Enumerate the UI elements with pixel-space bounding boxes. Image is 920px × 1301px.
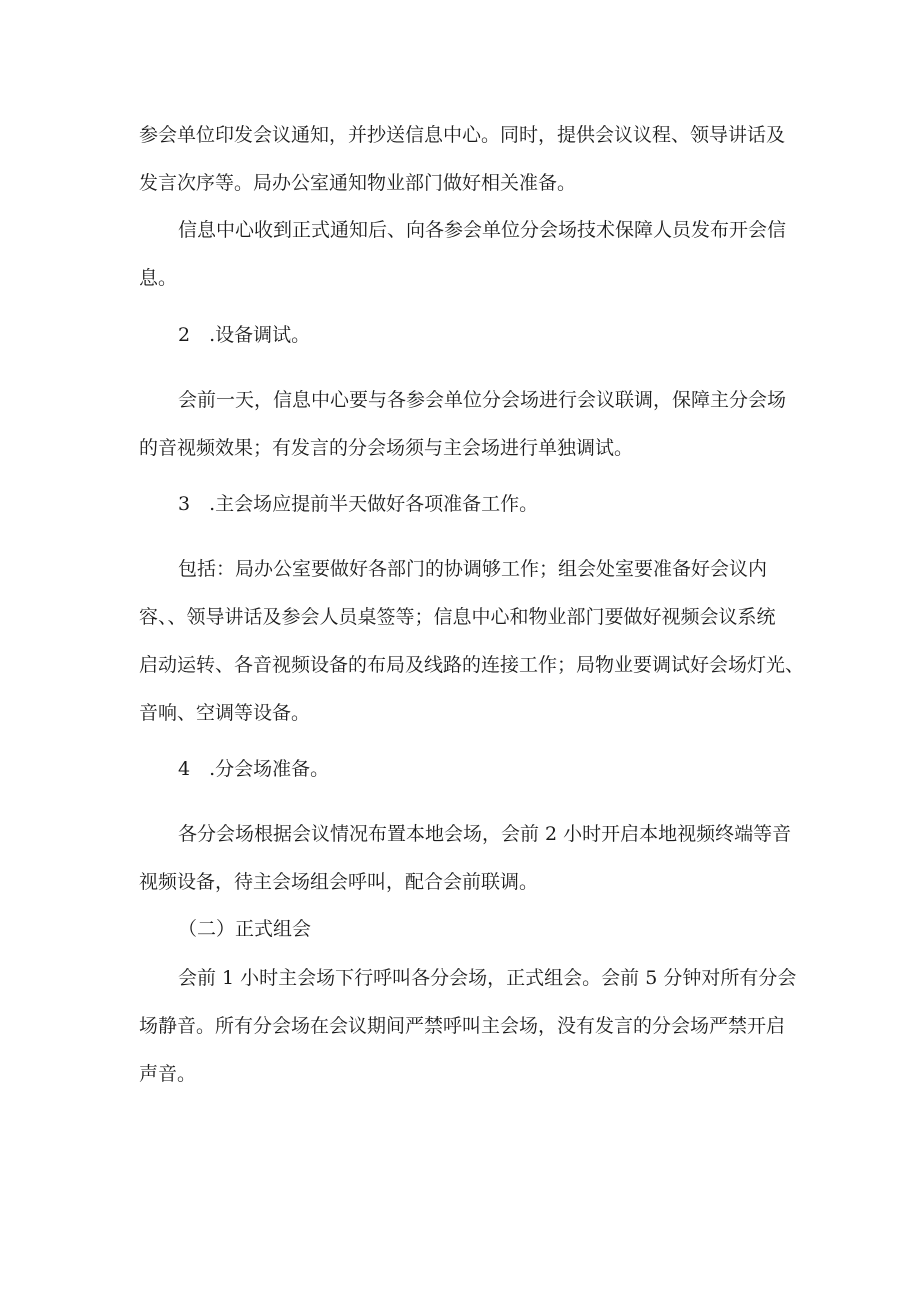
section-heading: 2 .设备调试。: [178, 324, 311, 346]
text-line: 视频设备，待主会场组会呼叫，配合会前联调。: [139, 871, 539, 893]
text-line: 息。: [139, 267, 178, 289]
text-line: 容、、领导讲话及参会人员桌签等；信息中心和物业部门要做好视频会议系统: [139, 606, 776, 628]
text-line: 声音。: [139, 1063, 197, 1085]
subsection-heading: （二）正式组会: [178, 918, 312, 940]
section-heading: 4 .分会场准备。: [178, 758, 330, 780]
text-line: 信息中心收到正式通知后、向各参会单位分会场技术保障人员发布开会信: [178, 219, 787, 241]
text-line: 参会单位印发会议通知，并抄送信息中心。同时，提供会议议程、领导讲话及: [139, 124, 786, 146]
text-line: 会前一天，信息中心要与各参会单位分会场进行会议联调，保障主分会场: [178, 389, 787, 411]
text-line: 的音视频效果；有发言的分会场须与主会场进行单独调试。: [139, 437, 634, 459]
text-line: 启动运转、各音视频设备的布局及线路的连接工作；局物业要调试好会场灯光、: [139, 654, 805, 676]
section-heading: 3 .主会场应提前半天做好各项准备工作。: [178, 493, 539, 515]
text-line: 包括：局办公室要做好各部门的协调够工作；组会处室要准备好会议内: [178, 558, 768, 580]
text-line: 各分会场根据会议情况布置本地会场，会前 2 小时开启本地视频终端等音: [178, 823, 792, 845]
text-line: 会前 1 小时主会场下行呼叫各分会场，正式组会。会前 5 分钟对所有分会: [178, 967, 797, 989]
text-line: 发言次序等。局办公室通知物业部门做好相关准备。: [139, 172, 577, 194]
text-line: 场静音。所有分会场在会议期间严禁呼叫主会场，没有发言的分会场严禁开启: [139, 1015, 786, 1037]
text-line: 音响、空调等设备。: [139, 702, 311, 724]
